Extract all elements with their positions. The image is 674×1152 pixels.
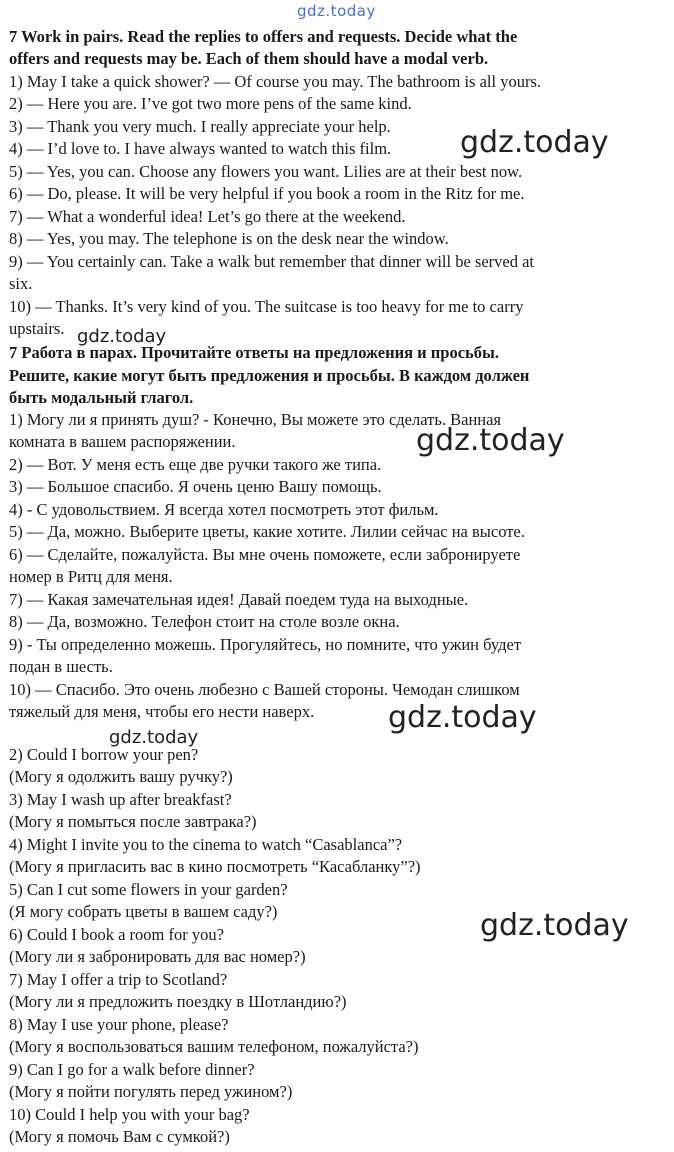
watermark-1: gdz.today [460,125,609,160]
watermark-4: gdz.today [388,700,537,735]
english-line-5: 5) — Yes, you can. Choose any flowers you want. Lilies are at their best now. [9,162,523,181]
russian-line-9: 7) — Какая замечательная идея! Давай поедем туда на выходные. [9,590,469,609]
russian-heading-line-3: быть модальный глагол. [9,388,194,407]
russian-line-12: подан в шесть. [9,657,113,676]
answer-line-11: 7) May I offer a trip to Scotland? [9,970,228,989]
russian-heading-line-1: 7 Работа в парах. Прочитайте ответы на предложения и просьбы. [9,343,500,362]
english-line-12: upstairs. [9,319,65,338]
answer-line-1: 2) Could I borrow your pen? [9,745,199,764]
russian-line-1: 1) Могу ли я принять душ? - Конечно, Вы можете это сделать. Ванная [9,410,502,429]
russian-line-4: 3) — Большое спасибо. Я очень ценю Вашу помощь. [9,477,382,496]
answer-line-4: (Могу я помыться после завтрака?) [9,812,257,831]
watermark-6: gdz.today [480,908,629,943]
english-line-1: 1) May I take a quick shower? — Of course you may. The bathroom is all yours. [9,72,541,91]
answer-line-18: (Могу я помочь Вам с сумкой?) [9,1127,230,1146]
russian-line-13: 10) — Спасибо. Это очень любезно с Вашей стороны. Чемодан слишком [9,680,520,699]
english-line-3: 3) — Thank you very much. I really appreciate your help. [9,117,391,136]
russian-line-8: номер в Ритц для меня. [9,567,173,586]
english-heading-line-1: 7 Work in pairs. Read the replies to offers and requests. Decide what the [9,27,518,46]
russian-line-14: тяжелый для меня, чтобы его нести наверх. [9,702,315,721]
english-line-7: 7) — What a wonderful idea! Let’s go there at the weekend. [9,207,406,226]
answer-line-7: 5) Can I cut some flowers in your garden? [9,880,288,899]
russian-heading-line-2: Решите, какие могут быть предложения и просьбы. В каждом должен [9,366,530,385]
english-line-6: 6) — Do, please. It will be very helpful if you book a room in the Ritz for me. [9,184,525,203]
english-line-4: 4) — I’d love to. I have always wanted to watch this film. [9,139,392,158]
russian-line-3: 2) — Вот. У меня есть еще две ручки такого же типа. [9,455,382,474]
russian-line-7: 6) — Сделайте, пожалуйста. Вы мне очень поможете, если забронируете [9,545,521,564]
russian-line-10: 8) — Да, возможно. Телефон стоит на столе возле окна. [9,612,400,631]
russian-line-2: комната в вашем распоряжении. [9,432,236,451]
russian-line-11: 9) - Ты определенно можешь. Прогуляйтесь, но помните, что ужин будет [9,635,522,654]
english-line-8: 8) — Yes, you may. The telephone is on the desk near the window. [9,229,449,248]
english-heading-line-2: offers and requests may be. Each of them should have a modal verb. [9,49,489,68]
answer-line-17: 10) Could I help you with your bag? [9,1105,250,1124]
watermark-5: gdz.today [109,727,199,748]
answer-line-12: (Могу ли я предложить поездку в Шотландию?) [9,992,347,1011]
answer-line-3: 3) May I wash up after breakfast? [9,790,232,809]
english-line-10: six. [9,274,33,293]
answer-line-2: (Могу я одолжить вашу ручку?) [9,767,233,786]
answer-line-16: (Могу я пойти погулять перед ужином?) [9,1082,293,1101]
russian-line-6: 5) — Да, можно. Выберите цветы, какие хотите. Лилии сейчас на высоте. [9,522,525,541]
russian-line-5: 4) - С удовольствием. Я всегда хотел посмотреть этот фильм. [9,500,439,519]
answer-line-10: (Могу ли я забронировать для вас номер?) [9,947,306,966]
english-line-9: 9) — You certainly can. Take a walk but remember that dinner will be served at [9,252,535,271]
answer-line-9: 6) Could I book a room for you? [9,925,224,944]
answer-line-8: (Я могу собрать цветы в вашем саду?) [9,902,278,921]
english-line-11: 10) — Thanks. It’s very kind of you. The suitcase is too heavy for me to carry [9,297,524,316]
answer-line-6: (Могу я пригласить вас в кино посмотреть “Касабланку”?) [9,857,421,876]
watermark-top: gdz.today [297,2,376,20]
watermark-3: gdz.today [416,423,565,458]
answer-line-13: 8) May I use your phone, please? [9,1015,229,1034]
english-line-2: 2) — Here you are. I’ve got two more pens of the same kind. [9,94,412,113]
answer-line-14: (Могу я воспользоваться вашим телефоном, пожалуйста?) [9,1037,419,1056]
watermark-2: gdz.today [77,326,167,347]
answer-line-15: 9) Can I go for a walk before dinner? [9,1060,255,1079]
answer-line-5: 4) Might I invite you to the cinema to watch “Casablanca”? [9,835,403,854]
